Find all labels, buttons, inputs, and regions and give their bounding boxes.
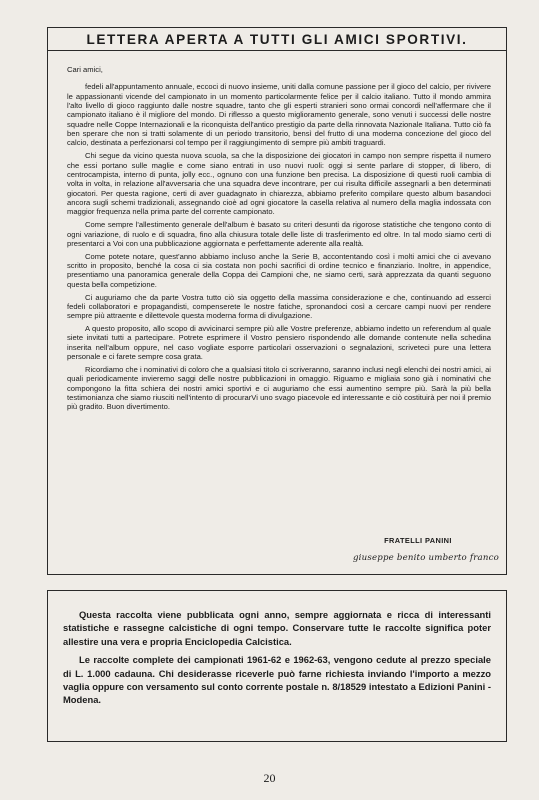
page-number: 20 [263,771,276,785]
letter-paragraph: Ricordiamo che i nominativi di coloro che a qualsiasi titolo ci scriveranno, saranno inclusi negli elenchi dei nostri amici, ai quali periodicamente invieremo saggi delle nostre pubblicazioni in omaggio. Riguamo e migliaia sono già i nominativi che compongono la fitta schiera dei nostri amici sportivi e ci auguriamo che essi aumentino sempre più. Sarà la più bella testimonianza che siamo riusciti nell'intento di procurarVi uno svago piacevole ed interessante e ciò costituirà per noi il premio più gradito. Buon divertimento. [67,364,491,412]
notice-body [63,608,491,712]
letter-salutation: Cari amici, [67,65,103,74]
letter-paragraph: Come potete notare, quest'anno abbiamo incluso anche la Serie B, accontentando così i molti amici che ci avevano scritto in proposito, benché la cosa ci sia costata non pochi sacrifici di ordine tecnico e finanziario. Inoltre, in appendice, presentiamo una panoramica generale della Coppa dei Campioni che, ne siamo certi, sarà apprezzata da quanti seguono questa bella competizione. [67,251,491,289]
letter-paragraph: Come sempre l'allestimento generale dell'album è basato su criteri desunti da rigorose statistiche che tengono conto di ogni variazione, di ruolo e di squadra, fino alla chiusura totale delle liste di trasferimento ed oltre. In tal modo siamo certi di presentarci a Voi con una pubblicazione aggiornata e perfettamente aderente alla realtà. [67,220,491,248]
collection-notice-box [47,590,507,742]
notice-paragraph: Le raccolte complete dei campionati 1961-62 e 1962-63, vengono cedute al prezzo speciale di L. 1.000 cadauna. Chi desiderasse riceverle può farne richiesta inviando l'importo a mezzo vaglia oppure con versamento sul conto corrente postale n. 8/18529 intestato a Edizioni Panini - Modena. [63,654,491,706]
letter-paragraph: A questo proposito, allo scopo di avvicinarci sempre più alle Vostre preferenze, abbiamo indetto un referendum al quale siete invitati tutti a partecipare. Potrete esprimere il Vostro pensiero rispondendo alle domande contenute nella schedina inserita nell'album oppure, nel caso vogliate esporre particolari osservazioni o segnalazioni, scriveteci pure una lettera personale e ci farete sempre cosa grata. [67,324,491,362]
title-divider [48,50,506,51]
letter-paragraph: fedeli all'appuntamento annuale, eccoci di nuovo insieme, uniti dalla comune passione per il gioco del calcio, per rivivere le appassionanti vicende del campionato in un momento particolarmente felice per il calcio italiano. Tutto il mondo ammira l'alto livello di gioco raggiunto dalle nostre squadre, tanto che gli esperti stranieri sono ormai concordi nell'affermare che il campionato italiano è il migliore del mondo. Di riflesso a questo miglioramento generale, sono venuti i successi delle nostre squadre nelle Coppe Internazionali e la riconquista dell'antico prestigio da parte della rinnovata Nazionale Italiana. Tutto ciò fa ben sperare che non si tratti solamente di un periodo transitorio, bensì del frutto di una moderna concezione del gioco del calcio, destinata a perfezionarsi col tempo per il raggiungimento di sempre più ambiti traguardi. [67,82,491,148]
handwritten-signature: giuseppe benito umberto franco [352,553,499,563]
letter-body [67,65,491,415]
open-letter-box [47,27,507,575]
letter-signature: FRATELLI PANINI [384,536,452,545]
letter-paragraph: Ci auguriamo che da parte Vostra tutto ciò sia oggetto della massima considerazione e che, continuando ad esserci fedeli collaboratori e propagandisti, compenserete le nostre fatiche, spronandoci così a cercare campi nuovi per rendere sempre più attraente e dilettevole questa moderna forma di divulgazione. [67,292,491,321]
notice-paragraph: Questa raccolta viene pubblicata ogni anno, sempre aggiornata e ricca di interessanti statistiche e rassegne calcistiche di ogni tempo. Conservare tutte le raccolte significa poter allestire una vera e propria Enciclopedia Calcistica. [63,609,491,647]
letter-paragraph: Chi segue da vicino questa nuova scuola, sa che la disposizione dei giocatori in campo non sempre rispetta il numero che essi portano sulle maglie e come siano entrati in uso nuovi ruoli: oggi si sente parlare di stopper, di libero, di centrocampista, interno di punta, jolly ecc., ognuno con una funzione ben precisa. La disposizione di questi ruoli cambia di volta in volta, in relazione all'avversaria che una squadra deve incontrare, per cui risulta difficile assegnarli a ben determinati giocatori. Per questa ragione, certi di aver guadagnato in chiarezza, abbiamo preferito compilare questo album basandoci ancora sugli schemi tradizionali, assegnando cioè ad ogni giocatore la casella relativa al numero della maglia indossata con maggior frequenza nella prima parte del corrente campionato. [67,151,491,217]
letter-title: LETTERA APERTA A TUTTI GLI AMICI SPORTIVI. [86,32,468,47]
